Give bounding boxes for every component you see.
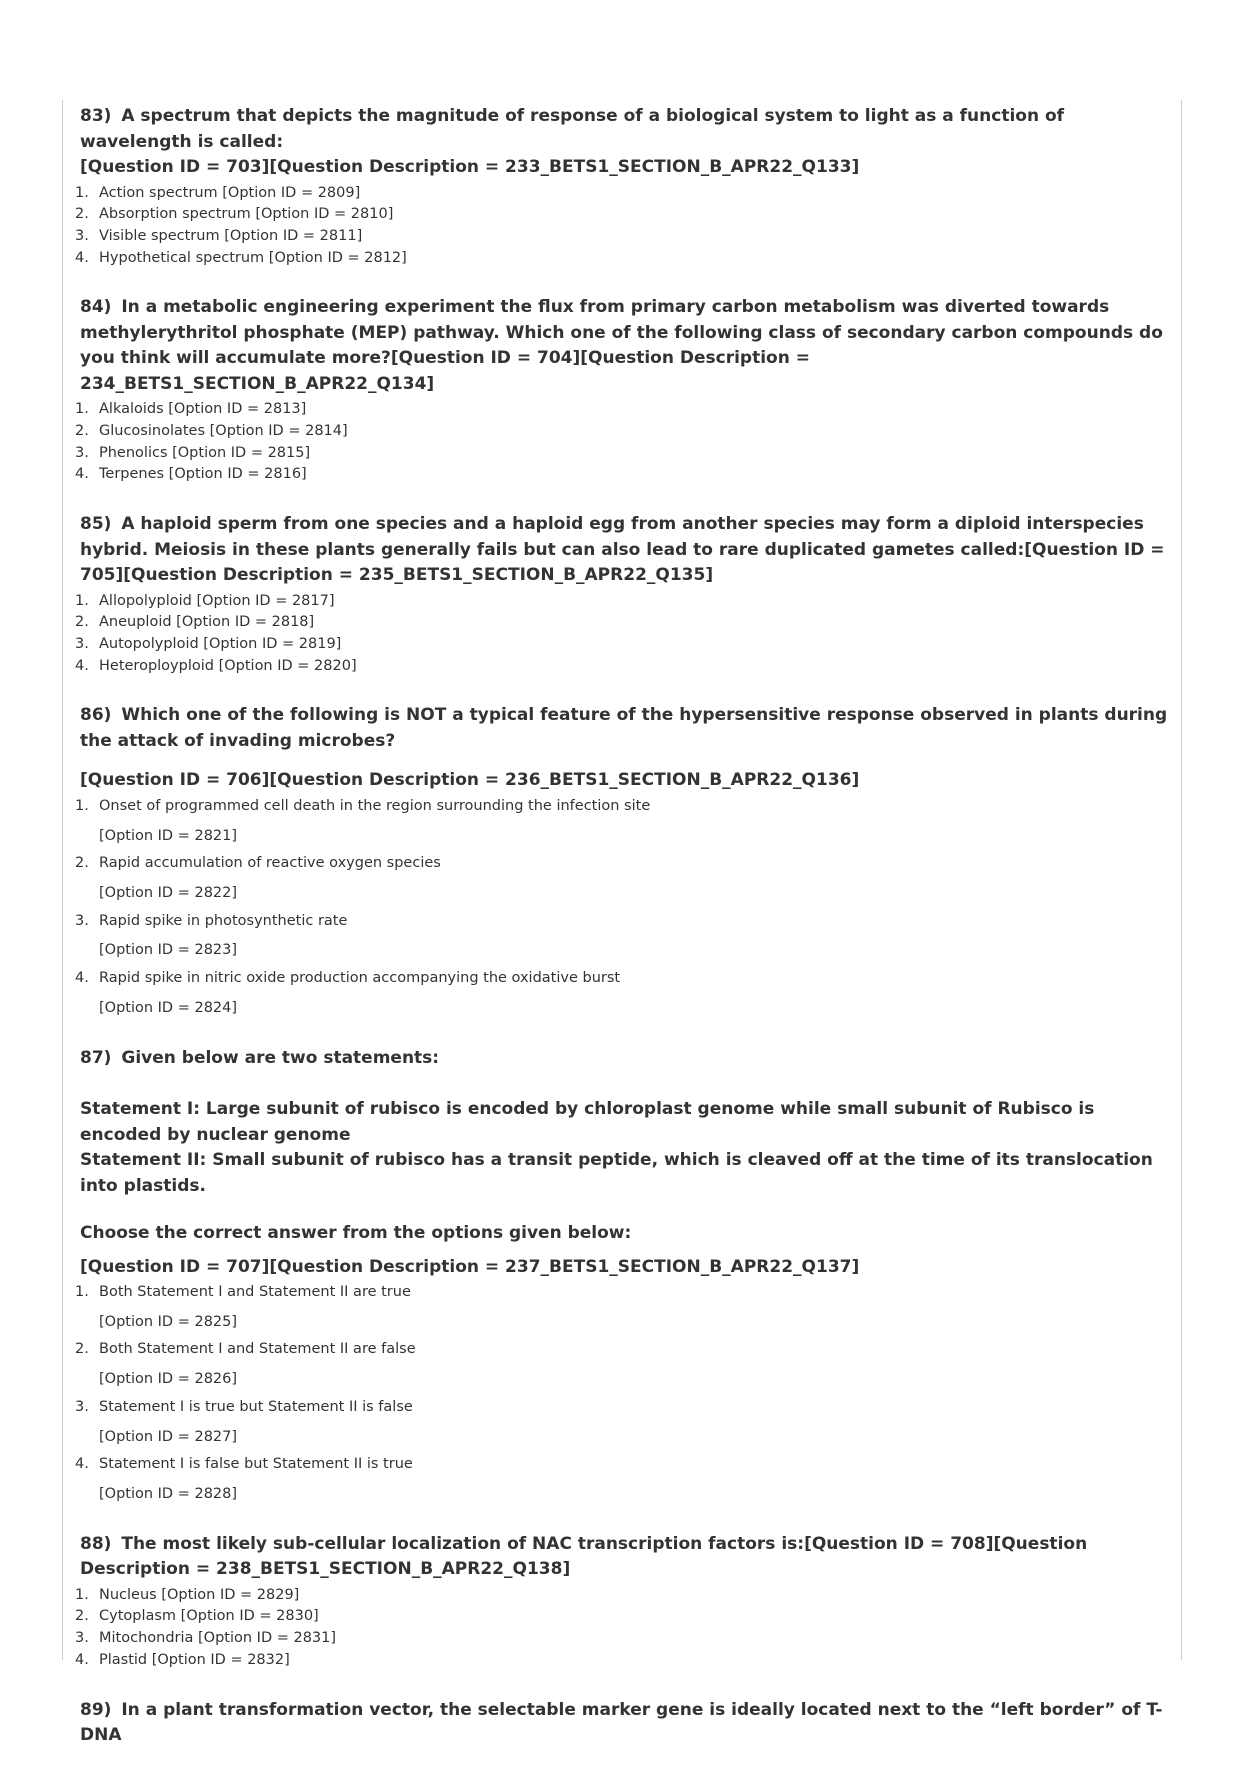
choose-instruction: Choose the correct answer from the options given below: — [80, 1223, 632, 1244]
option-item[interactable]: 2. Absorption spectrum [Option ID = 2810] — [75, 206, 394, 223]
option-list — [75, 1585, 1170, 1672]
option-item[interactable]: 1. Action spectrum [Option ID = 2809] — [75, 184, 361, 201]
option-item[interactable]: 2. Cytoplasm [Option ID = 2830] — [75, 1608, 319, 1625]
statement-two: Statement II: Small subunit of rubisco has a transit peptide, which is cleaved off at the time of its translocation into plastids. — [80, 1150, 1153, 1196]
option-item[interactable]: 4. Plastid [Option ID = 2832] — [75, 1651, 290, 1668]
option-item[interactable]: 1. Allopolyploid [Option ID = 2817] — [75, 592, 335, 609]
question-text: 84) In a metabolic engineering experiment the flux from primary carbon metabolism was diverted towards methylerythritol phosphate (MEP) pathway. Which one of the following class of secondary carbon compounds do you think will accumulate more?[Question ID = 704][Question Description = 234_BETS1_SECTION_B_APR22_Q134] — [80, 297, 1163, 394]
question-83 — [75, 104, 1170, 269]
option-item[interactable]: 2. Both Statement I and Statement II are false [Option ID = 2826] — [75, 1341, 416, 1388]
option-item[interactable]: 1. Onset of programmed cell death in the region surrounding the infection site [Option ID = 2821] — [75, 797, 651, 844]
question-85 — [75, 512, 1170, 677]
option-item[interactable]: 2. Rapid accumulation of reactive oxygen species [Option ID = 2822] — [75, 855, 441, 902]
option-list — [75, 1282, 1170, 1506]
question-87 — [75, 1046, 1170, 1506]
option-item[interactable]: 4. Heteroployploid [Option ID = 2820] — [75, 657, 357, 674]
option-item[interactable]: 2. Glucosinolates [Option ID = 2814] — [75, 423, 348, 440]
option-item[interactable]: 3. Statement I is true but Statement II is false [Option ID = 2827] — [75, 1398, 413, 1445]
option-item[interactable]: 1. Nucleus [Option ID = 2829] — [75, 1586, 300, 1603]
question-84 — [75, 295, 1170, 486]
question-88 — [75, 1532, 1170, 1672]
question-text: 83) A spectrum that depicts the magnitude of response of a biological system to light as a function of wavelength is called: [Question ID = 703][Question Description = 233_BETS1_SECTION_B_APR22_Q133] — [80, 106, 1065, 177]
question-text: 87) Given below are two statements: — [80, 1047, 440, 1068]
option-list — [75, 591, 1170, 678]
option-list — [75, 183, 1170, 270]
question-text: 85) A haploid sperm from one species and a haploid egg from another species may form a diploid interspecies hybrid. Meiosis in these plants generally fails but can also lead to rare duplicated gametes called:[Question ID = 705][Question Description = 235_BETS1_SECTION_B_APR22_Q135] — [80, 514, 1165, 586]
option-item[interactable]: 3. Visible spectrum [Option ID = 2811] — [75, 227, 363, 244]
question-list — [75, 104, 1170, 1775]
question-89 — [80, 1698, 1170, 1749]
option-list — [75, 796, 1170, 1020]
statement-one: Statement I: Large subunit of rubisco is encoded by chloroplast genome while small subunit of Rubisco is encoded by nuclear genome — [80, 1099, 1095, 1145]
question-id-line: [Question ID = 706][Question Description = 236_BETS1_SECTION_B_APR22_Q136] — [80, 770, 860, 791]
option-item[interactable]: 4. Terpenes [Option ID = 2816] — [75, 466, 307, 483]
option-list — [75, 399, 1170, 486]
question-id-line: [Question ID = 707][Question Description = 237_BETS1_SECTION_B_APR22_Q137] — [80, 1256, 860, 1277]
option-item[interactable]: 3. Rapid spike in photosynthetic rate [Option ID = 2823] — [75, 912, 348, 959]
option-item[interactable]: 2. Aneuploid [Option ID = 2818] — [75, 614, 315, 631]
option-item[interactable]: 3. Mitochondria [Option ID = 2831] — [75, 1630, 337, 1647]
option-item[interactable]: 1. Both Statement I and Statement II are true [Option ID = 2825] — [75, 1284, 411, 1330]
question-text: 86) Which one of the following is NOT a typical feature of the hypersensitive response observed in plants during the attack of invading microbes? — [80, 705, 1168, 751]
question-86 — [75, 703, 1170, 1019]
option-item[interactable]: 4. Statement I is false but Statement II is true [Option ID = 2828] — [75, 1456, 413, 1502]
option-item[interactable]: 1. Alkaloids [Option ID = 2813] — [75, 401, 307, 418]
option-item[interactable]: 3. Autopolyploid [Option ID = 2819] — [75, 636, 342, 653]
question-text: 88) The most likely sub-cellular localization of NAC transcription factors is:[Question ID = 708][Question Description = 238_BETS1_SECTION_B_APR22_Q138] — [80, 1533, 1088, 1580]
question-text: 89) In a plant transformation vector, the selectable marker gene is ideally located next to the “left border” of T-DNA — [80, 1699, 1163, 1745]
option-item[interactable]: 4. Hypothetical spectrum [Option ID = 2812] — [75, 249, 407, 266]
option-item[interactable]: 4. Rapid spike in nitric oxide production accompanying the oxidative burst [Option ID = 2824] — [75, 970, 621, 1016]
option-item[interactable]: 3. Phenolics [Option ID = 2815] — [75, 444, 311, 461]
